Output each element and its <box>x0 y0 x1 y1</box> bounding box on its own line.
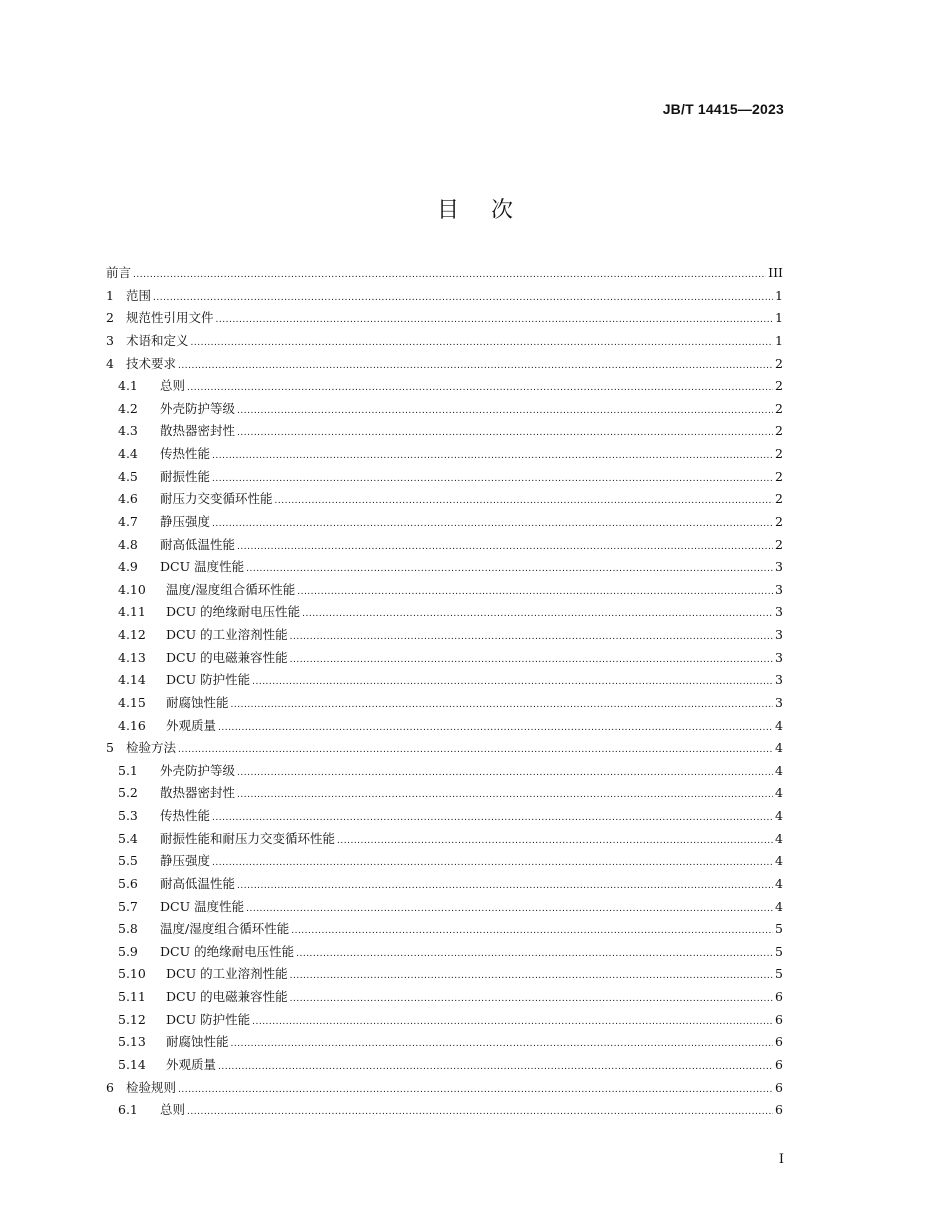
dot-leader <box>178 745 773 755</box>
toc-entry-title: 术语和定义 <box>126 332 189 348</box>
toc-entry[interactable] <box>106 421 783 444</box>
toc-entry-title: DCU 的绝缘耐电压性能 <box>160 943 295 959</box>
toc-entry[interactable] <box>106 376 783 399</box>
toc-entry-title: 外壳防护等级 <box>160 762 236 778</box>
toc-entry[interactable] <box>106 1078 783 1101</box>
toc-entry[interactable] <box>106 897 783 920</box>
toc-entry-title: 范围 <box>126 287 152 303</box>
toc-entry[interactable] <box>106 1032 783 1055</box>
toc-entry-number: 5.9 <box>118 943 138 959</box>
dot-leader <box>237 790 773 800</box>
page-number: I <box>778 1152 784 1167</box>
toc-entry-number: 4.7 <box>118 513 138 529</box>
toc-entry-page: 4 <box>775 785 783 801</box>
toc-entry-title: 散热器密封性 <box>160 785 236 801</box>
toc-entry-number: 6 <box>106 1079 114 1095</box>
toc-entry[interactable] <box>106 987 783 1010</box>
toc-entry-title: DCU 的电磁兼容性能 <box>166 989 288 1004</box>
dot-leader <box>290 971 773 981</box>
toc-entry-page: 5 <box>775 921 783 937</box>
dot-leader <box>218 1062 773 1072</box>
toc-entry-title: DCU 防护性能 <box>166 1011 251 1027</box>
toc-entry-number: 4.11 <box>118 604 146 620</box>
toc-entry-number: 6.1 <box>118 1102 138 1118</box>
dot-leader <box>212 474 773 484</box>
toc-entry-number: 4.10 <box>118 581 146 597</box>
toc-entry-page: 1 <box>775 332 783 348</box>
toc-entry-number: 5.6 <box>118 875 138 891</box>
toc-entry-page: 2 <box>775 400 783 416</box>
toc-entry-page: 2 <box>775 468 783 484</box>
toc-entry-page: 2 <box>775 491 783 507</box>
toc-entry[interactable] <box>106 1010 783 1033</box>
toc-entry-page: 3 <box>775 559 783 575</box>
toc-entry-number: 5.7 <box>118 898 138 914</box>
toc-entry[interactable] <box>106 851 783 874</box>
toc-entry[interactable] <box>106 783 783 806</box>
toc-entry[interactable] <box>106 942 783 965</box>
toc-entry-number: 4.14 <box>118 672 146 688</box>
dot-leader <box>187 383 773 393</box>
toc-entry-page: 4 <box>775 717 783 733</box>
dot-leader <box>212 519 773 529</box>
toc-entry-page: 2 <box>775 446 783 461</box>
toc-entry[interactable] <box>106 693 783 716</box>
toc-entry[interactable] <box>106 331 783 354</box>
dot-leader <box>246 564 773 574</box>
toc-entry-number: 3 <box>106 332 114 348</box>
toc-entry-title: 传热性能 <box>160 808 211 823</box>
toc-entry-number: 4.12 <box>118 627 146 642</box>
toc-entry-number: 5.2 <box>118 785 138 801</box>
toc-entry[interactable] <box>106 919 783 942</box>
toc-entry-page: 5 <box>775 943 783 959</box>
toc-entry-title: 外观质量 <box>166 1056 217 1072</box>
dot-leader <box>291 926 773 936</box>
toc-entry-page: 3 <box>775 649 783 665</box>
toc-entry-number: 4.2 <box>118 400 138 416</box>
toc-entry-number: 5 <box>106 740 114 756</box>
toc-entry-page: 3 <box>775 581 783 597</box>
dot-leader <box>337 836 773 846</box>
dot-leader <box>252 1017 773 1027</box>
dot-leader <box>252 677 773 687</box>
toc-entry-number: 1 <box>106 287 114 303</box>
dot-leader <box>290 994 773 1004</box>
toc-entry-title: 耐腐蚀性能 <box>166 1034 229 1050</box>
toc-entry-title: 温度/湿度组合循环性能 <box>166 581 296 597</box>
toc-entry-number: 4.9 <box>118 559 138 575</box>
toc-entry-page: 6 <box>775 1102 783 1118</box>
toc-entry[interactable] <box>106 535 783 558</box>
toc-entry-title: 静压强度 <box>160 853 211 869</box>
toc-entry-page: 3 <box>775 694 783 710</box>
toc-entry-title: 温度/湿度组合循环性能 <box>160 921 290 937</box>
toc-entry-title: 散热器密封性 <box>160 423 236 439</box>
toc-entry[interactable] <box>106 444 783 467</box>
dot-leader <box>153 293 773 303</box>
toc-entry-title: 耐压力交变循环性能 <box>160 491 273 507</box>
toc-entry-page: 3 <box>775 604 783 620</box>
toc-entry-number: 5.12 <box>118 1011 146 1027</box>
toc-entry-page: 4 <box>775 875 783 891</box>
toc-entry[interactable] <box>106 580 783 603</box>
dot-leader <box>297 587 773 597</box>
toc-entry-page: III <box>768 265 783 280</box>
toc-entry-title: 外观质量 <box>166 717 217 733</box>
toc-entry-title: 耐腐蚀性能 <box>166 694 229 710</box>
toc-entry-title: DCU 的工业溶剂性能 <box>166 627 288 642</box>
dot-leader <box>212 858 773 868</box>
toc-entry-number: 5.10 <box>118 966 146 982</box>
dot-leader <box>178 361 773 371</box>
toc-entry-number: 5.11 <box>118 989 146 1004</box>
toc-entry-number: 4.8 <box>118 536 138 552</box>
toc-entry-title: DCU 温度性能 <box>160 898 245 914</box>
page-title: 目次 <box>436 198 545 223</box>
toc-entry-title: 耐高低温性能 <box>160 875 236 891</box>
dot-leader <box>212 451 773 461</box>
dot-leader <box>178 1085 773 1095</box>
toc-entry-number: 5.8 <box>118 921 138 937</box>
dot-leader <box>133 270 766 280</box>
toc-entry-page: 6 <box>775 989 783 1004</box>
toc-entry[interactable] <box>106 829 783 852</box>
toc-entry-title: DCU 温度性能 <box>160 559 245 575</box>
toc-entry[interactable] <box>106 308 783 331</box>
toc-entry-title: 检验方法 <box>126 740 177 756</box>
toc-entry[interactable] <box>106 806 783 829</box>
toc-entry[interactable] <box>106 263 783 286</box>
toc-entry[interactable] <box>106 964 783 987</box>
toc-entry-number: 4.4 <box>118 446 138 461</box>
toc-entry-page: 6 <box>775 1056 783 1072</box>
toc-entry[interactable] <box>106 286 783 309</box>
toc-entry-title: 前言 <box>106 265 132 280</box>
toc-entry-title: DCU 的工业溶剂性能 <box>166 966 288 982</box>
dot-leader <box>218 723 773 733</box>
toc-entry-title: 静压强度 <box>160 513 211 529</box>
dot-leader <box>246 904 773 914</box>
toc-entry-page: 3 <box>775 627 783 642</box>
toc-entry-page: 6 <box>775 1034 783 1050</box>
toc-entry[interactable] <box>106 716 783 739</box>
toc-entry-number: 4.15 <box>118 694 146 710</box>
dot-leader <box>216 315 774 325</box>
toc-entry-page: 2 <box>775 513 783 529</box>
toc-entry[interactable] <box>106 489 783 512</box>
dot-leader <box>237 428 773 438</box>
dot-leader <box>290 655 773 665</box>
toc-entry-page: 6 <box>775 1011 783 1027</box>
toc-entry-number: 5.4 <box>118 830 138 846</box>
toc-entry-number: 4.6 <box>118 491 138 507</box>
toc-entry-title: 规范性引用文件 <box>126 310 214 326</box>
dot-leader <box>302 609 773 619</box>
dot-leader <box>237 542 773 552</box>
toc-entry-number: 5.13 <box>118 1034 146 1050</box>
toc-entry-number: 5.1 <box>118 762 138 778</box>
toc-entry[interactable] <box>106 625 783 648</box>
toc-entry-page: 2 <box>775 536 783 552</box>
toc-entry[interactable] <box>106 467 783 490</box>
toc-entry-page: 5 <box>775 966 783 982</box>
dot-leader <box>231 700 774 710</box>
toc-entry-number: 4.13 <box>118 649 146 665</box>
toc-entry-title: 耐振性能 <box>160 468 211 484</box>
toc-entry[interactable] <box>106 738 783 761</box>
toc-entry-title: 耐高低温性能 <box>160 536 236 552</box>
dot-leader <box>237 768 773 778</box>
toc-entry-page: 2 <box>775 423 783 439</box>
toc-entry-page: 4 <box>775 740 783 756</box>
toc-entry[interactable] <box>106 602 783 625</box>
toc-entry-number: 4.3 <box>118 423 138 439</box>
table-of-contents <box>106 263 783 1123</box>
toc-entry-page: 1 <box>775 287 783 303</box>
toc-entry-page: 6 <box>775 1079 783 1095</box>
toc-entry-title: DCU 防护性能 <box>166 672 251 688</box>
dot-leader <box>275 496 774 506</box>
toc-entry-number: 4 <box>106 355 114 371</box>
toc-entry[interactable] <box>106 1055 783 1078</box>
dot-leader <box>231 1039 774 1049</box>
toc-entry-title: 总则 <box>160 378 186 394</box>
toc-entry-title: 传热性能 <box>160 446 211 461</box>
standard-number: JB/T 14415—2023 <box>662 101 784 117</box>
toc-entry[interactable] <box>106 874 783 897</box>
dot-leader <box>187 1107 773 1117</box>
toc-entry-number: 5.3 <box>118 808 138 823</box>
toc-entry-page: 2 <box>775 355 783 371</box>
toc-entry-number: 5.14 <box>118 1056 146 1072</box>
toc-entry-page: 4 <box>775 898 783 914</box>
toc-entry[interactable] <box>106 399 783 422</box>
toc-entry-number: 2 <box>106 310 114 326</box>
toc-entry-title: 外壳防护等级 <box>160 400 236 416</box>
toc-entry-page: 1 <box>775 310 783 326</box>
toc-entry-number: 4.16 <box>118 717 146 733</box>
dot-leader <box>237 406 773 416</box>
toc-entry[interactable] <box>106 354 783 377</box>
toc-entry-title: 技术要求 <box>126 355 177 371</box>
toc-entry-page: 4 <box>775 853 783 869</box>
toc-entry-number: 5.5 <box>118 853 138 869</box>
toc-entry-title: DCU 的绝缘耐电压性能 <box>166 604 301 620</box>
toc-entry-page: 4 <box>775 830 783 846</box>
toc-entry[interactable] <box>106 512 783 535</box>
toc-entry-page: 4 <box>775 808 783 823</box>
dot-leader <box>296 949 773 959</box>
toc-entry[interactable] <box>106 670 783 693</box>
toc-entry-title: DCU 的电磁兼容性能 <box>166 649 288 665</box>
toc-entry-page: 4 <box>775 762 783 778</box>
toc-entry[interactable] <box>106 1100 783 1123</box>
toc-entry-title: 检验规则 <box>126 1079 177 1095</box>
toc-entry-page: 2 <box>775 378 783 394</box>
dot-leader <box>290 632 773 642</box>
dot-leader <box>212 813 773 823</box>
toc-entry-title: 总则 <box>160 1102 186 1118</box>
dot-leader <box>237 881 773 891</box>
toc-entry-title: 耐振性能和耐压力交变循环性能 <box>160 830 336 846</box>
toc-entry-page: 3 <box>775 672 783 688</box>
toc-entry[interactable] <box>106 557 783 580</box>
toc-entry[interactable] <box>106 648 783 671</box>
toc-entry-number: 4.1 <box>118 378 138 394</box>
dot-leader <box>191 338 774 348</box>
toc-entry-number: 4.5 <box>118 468 138 484</box>
toc-entry[interactable] <box>106 761 783 784</box>
